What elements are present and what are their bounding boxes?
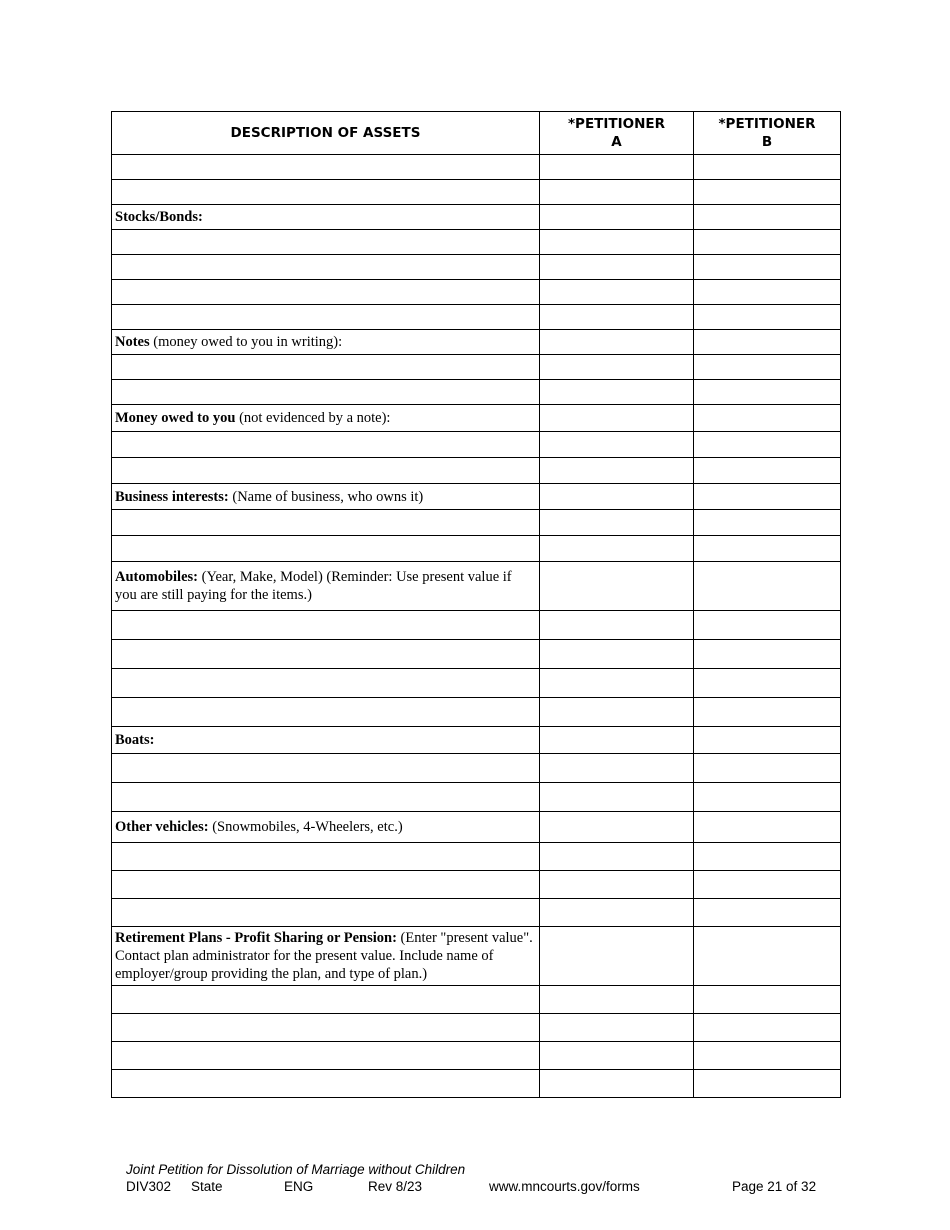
- asset-description-cell[interactable]: [112, 484, 540, 510]
- asset-category-note: (not evidenced by a note):: [235, 410, 391, 426]
- header-petitioner-b-text: *PETITIONER B: [718, 116, 816, 150]
- petitioner-b-value-cell[interactable]: [694, 330, 841, 355]
- petitioner-b-value-cell[interactable]: [694, 155, 841, 180]
- table-header-row: [112, 112, 841, 155]
- petitioner-b-value-cell[interactable]: [694, 562, 841, 611]
- petitioner-a-value-cell[interactable]: [540, 355, 694, 380]
- petitioner-b-value-cell[interactable]: [694, 698, 841, 727]
- petitioner-b-value-cell[interactable]: [694, 871, 841, 899]
- asset-category-note: (Year, Make, Model) (Reminder: Use present value if you are still paying for the items.): [115, 569, 512, 603]
- petitioner-a-value-cell[interactable]: [540, 536, 694, 562]
- asset-description-cell[interactable]: [112, 927, 540, 986]
- petitioner-b-value-cell[interactable]: [694, 432, 841, 458]
- asset-description-cell[interactable]: [112, 727, 540, 754]
- form-jurisdiction: State: [191, 1179, 223, 1194]
- petitioner-a-value-cell[interactable]: [540, 562, 694, 611]
- petitioner-a-value-cell[interactable]: [540, 1070, 694, 1098]
- petitioner-b-value-cell[interactable]: [694, 899, 841, 927]
- petitioner-a-value-cell[interactable]: [540, 432, 694, 458]
- form-id: DIV302: [126, 1179, 172, 1194]
- petitioner-b-value-cell[interactable]: [694, 405, 841, 432]
- petitioner-b-value-cell[interactable]: [694, 727, 841, 754]
- asset-description-cell[interactable]: [112, 1070, 540, 1098]
- table-row: [112, 330, 841, 355]
- asset-description-cell[interactable]: [112, 355, 540, 380]
- asset-category-note: (Enter "present value". Contact plan administrator for the present value. Include name of employer/group providing the plan, and type of plan.): [115, 930, 533, 982]
- petitioner-a-value-cell[interactable]: [540, 305, 694, 330]
- petitioner-b-value-cell[interactable]: [694, 1014, 841, 1042]
- assets-table: [111, 111, 841, 1098]
- table-row: [112, 432, 841, 458]
- asset-description-cell[interactable]: [112, 280, 540, 305]
- asset-category-label: Retirement Plans - Profit Sharing or Pension:: [115, 930, 397, 946]
- petitioner-a-value-cell[interactable]: [540, 927, 694, 986]
- petitioner-a-value-cell[interactable]: [540, 843, 694, 871]
- table-row: [112, 899, 841, 927]
- petitioner-a-value-cell[interactable]: [540, 754, 694, 783]
- forms-url: www.mncourts.gov/forms: [489, 1179, 640, 1194]
- table-row: [112, 871, 841, 899]
- table-row: [112, 380, 841, 405]
- asset-description-cell[interactable]: [112, 205, 540, 230]
- petitioner-b-value-cell[interactable]: [694, 783, 841, 812]
- asset-category-note: (Name of business, who owns it): [228, 488, 424, 505]
- asset-description-cell[interactable]: [112, 405, 540, 432]
- table-row: [112, 698, 841, 727]
- petitioner-a-value-cell[interactable]: [540, 1042, 694, 1070]
- petitioner-a-value-cell[interactable]: [540, 230, 694, 255]
- asset-description-cell[interactable]: [112, 510, 540, 536]
- page-number: Page 21 of 32: [732, 1179, 817, 1194]
- petitioner-a-value-cell[interactable]: [540, 255, 694, 280]
- asset-description-cell[interactable]: [112, 611, 540, 640]
- petitioner-a-value-cell[interactable]: [540, 155, 694, 180]
- footer-title: [126, 1162, 465, 1177]
- petitioner-b-value-cell[interactable]: [694, 1070, 841, 1098]
- asset-description-cell[interactable]: [112, 843, 540, 871]
- petitioner-a-value-cell[interactable]: [540, 669, 694, 698]
- table-row: [112, 640, 841, 669]
- petitioner-b-value-cell[interactable]: [694, 484, 841, 510]
- asset-description-cell[interactable]: [112, 871, 540, 899]
- petitioner-a-value-cell[interactable]: [540, 380, 694, 405]
- table-row: [112, 255, 841, 280]
- table-row: [112, 812, 841, 843]
- header-petitioner-a-text: *PETITIONER A: [567, 116, 666, 150]
- form-revision: Rev 8/23: [368, 1179, 423, 1194]
- petitioner-a-value-cell[interactable]: [540, 280, 694, 305]
- petitioner-a-value-cell[interactable]: [540, 698, 694, 727]
- table-row: [112, 510, 841, 536]
- petitioner-a-value-cell[interactable]: [540, 405, 694, 432]
- table-row: [112, 562, 841, 611]
- petitioner-b-value-cell[interactable]: [694, 380, 841, 405]
- petitioner-b-value-cell[interactable]: [694, 280, 841, 305]
- petitioner-b-value-cell[interactable]: [694, 180, 841, 205]
- table-row: [112, 1070, 841, 1098]
- asset-description-cell[interactable]: [112, 432, 540, 458]
- table-row: [112, 280, 841, 305]
- petitioner-a-value-cell[interactable]: [540, 812, 694, 843]
- petitioner-b-value-cell[interactable]: [694, 754, 841, 783]
- petitioner-a-value-cell[interactable]: [540, 783, 694, 812]
- table-row: [112, 458, 841, 484]
- table-row: [112, 180, 841, 205]
- petitioner-b-value-cell[interactable]: [694, 255, 841, 280]
- asset-description-cell[interactable]: [112, 305, 540, 330]
- table-row: [112, 536, 841, 562]
- asset-category-label: Notes: [115, 334, 150, 350]
- petitioner-a-value-cell[interactable]: [540, 899, 694, 927]
- form-title: Joint Petition for Dissolution of Marriage without Children: [126, 1162, 466, 1177]
- petitioner-a-value-cell[interactable]: [540, 205, 694, 230]
- header-petitioner-a: [540, 112, 694, 155]
- asset-description-cell[interactable]: [112, 783, 540, 812]
- asset-description-cell[interactable]: [112, 812, 540, 843]
- header-petitioner-b: [694, 112, 841, 155]
- petitioner-a-value-cell[interactable]: [540, 640, 694, 669]
- asset-description-cell[interactable]: [112, 669, 540, 698]
- asset-description-cell[interactable]: [112, 986, 540, 1014]
- asset-description-cell[interactable]: [112, 1014, 540, 1042]
- petitioner-b-value-cell[interactable]: [694, 640, 841, 669]
- asset-description-cell[interactable]: [112, 754, 540, 783]
- table-row: [112, 754, 841, 783]
- petitioner-a-value-cell[interactable]: [540, 1014, 694, 1042]
- table-row: [112, 727, 841, 754]
- petitioner-b-value-cell[interactable]: [694, 205, 841, 230]
- petitioner-b-value-cell[interactable]: [694, 355, 841, 380]
- asset-category-label: Other vehicles:: [115, 819, 209, 835]
- petitioner-a-value-cell[interactable]: [540, 330, 694, 355]
- petitioner-b-value-cell[interactable]: [694, 536, 841, 562]
- asset-category-label: Boats:: [115, 732, 155, 748]
- table-row: [112, 230, 841, 255]
- table-row: [112, 843, 841, 871]
- petitioner-a-value-cell[interactable]: [540, 986, 694, 1014]
- asset-category-label: Automobiles:: [115, 569, 198, 585]
- petitioner-b-value-cell[interactable]: [694, 611, 841, 640]
- asset-category-note: (Snowmobiles, 4-Wheelers, etc.): [208, 819, 403, 835]
- petitioner-a-value-cell[interactable]: [540, 180, 694, 205]
- asset-description-cell[interactable]: [112, 230, 540, 255]
- table-row: [112, 484, 841, 510]
- table-row: [112, 1042, 841, 1070]
- table-row: [112, 405, 841, 432]
- asset-category-note: (money owed to you in writing):: [149, 334, 343, 350]
- petitioner-b-value-cell[interactable]: [694, 305, 841, 330]
- petitioner-a-value-cell[interactable]: [540, 727, 694, 754]
- table-row: [112, 355, 841, 380]
- asset-description-cell[interactable]: [112, 180, 540, 205]
- asset-category-label: Money owed to you: [115, 410, 236, 426]
- table-row: [112, 205, 841, 230]
- petitioner-a-value-cell[interactable]: [540, 611, 694, 640]
- petitioner-a-value-cell[interactable]: [540, 871, 694, 899]
- asset-description-cell[interactable]: [112, 1042, 540, 1070]
- petitioner-b-value-cell[interactable]: [694, 230, 841, 255]
- header-description: DESCRIPTION OF ASSETS: [112, 112, 540, 155]
- asset-description-cell[interactable]: [112, 155, 540, 180]
- table-row: [112, 611, 841, 640]
- form-language: ENG: [284, 1179, 314, 1194]
- petitioner-b-value-cell[interactable]: [694, 812, 841, 843]
- petitioner-a-value-cell[interactable]: [540, 484, 694, 510]
- petitioner-b-value-cell[interactable]: [694, 986, 841, 1014]
- table-row: [112, 927, 841, 986]
- petitioner-b-value-cell[interactable]: [694, 843, 841, 871]
- table-row: [112, 305, 841, 330]
- asset-description-cell[interactable]: [112, 330, 540, 355]
- asset-description-cell[interactable]: [112, 698, 540, 727]
- table-row: [112, 155, 841, 180]
- petitioner-b-value-cell[interactable]: [694, 669, 841, 698]
- petitioner-b-value-cell[interactable]: [694, 510, 841, 536]
- asset-description-cell[interactable]: [112, 640, 540, 669]
- table-row: [112, 1014, 841, 1042]
- table-row: [112, 986, 841, 1014]
- asset-description-cell[interactable]: [112, 562, 540, 611]
- petitioner-a-value-cell[interactable]: [540, 510, 694, 536]
- table-row: [112, 783, 841, 812]
- assets-table-body: [112, 155, 841, 1098]
- table-row: [112, 669, 841, 698]
- asset-description-cell[interactable]: [112, 458, 540, 484]
- asset-category-label: Stocks/Bonds:: [115, 209, 203, 225]
- asset-description-cell[interactable]: [112, 536, 540, 562]
- petitioner-b-value-cell[interactable]: [694, 927, 841, 986]
- asset-category-label: Business interests:: [115, 488, 229, 505]
- petitioner-b-value-cell[interactable]: [694, 1042, 841, 1070]
- asset-description-cell[interactable]: [112, 380, 540, 405]
- petitioner-a-value-cell[interactable]: [540, 458, 694, 484]
- asset-description-cell[interactable]: [112, 899, 540, 927]
- asset-description-cell[interactable]: [112, 255, 540, 280]
- petitioner-b-value-cell[interactable]: [694, 458, 841, 484]
